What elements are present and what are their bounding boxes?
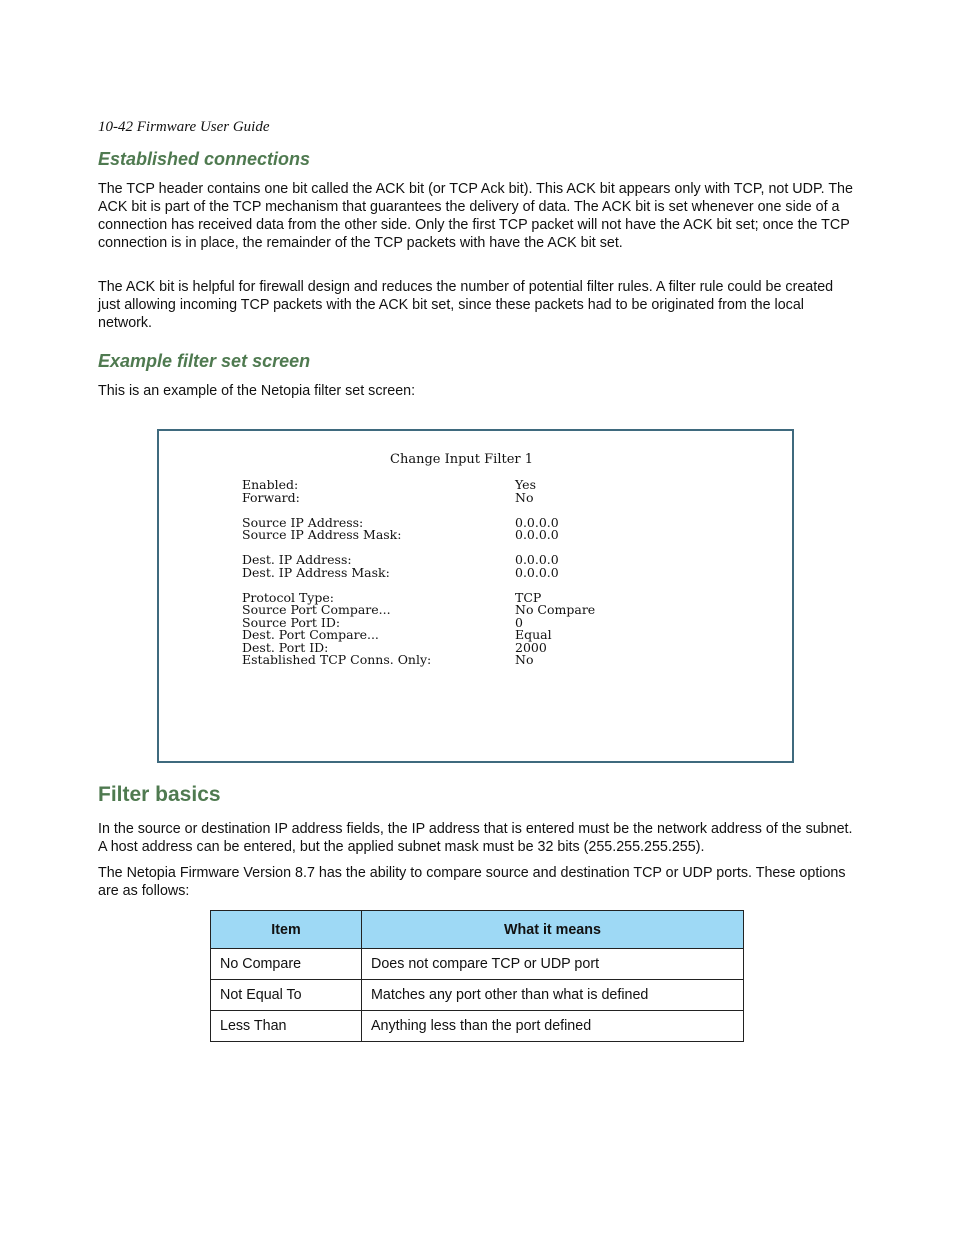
table-cell-item: No Compare xyxy=(211,949,362,980)
table-row xyxy=(211,949,744,980)
paragraph-ip-address: In the source or destination IP address fields, the IP address that is entered must be the network address of the subnet. A host address can be entered, but the applied subnet mask must be 32 bits (255.255.255.255). xyxy=(98,821,853,855)
screen-value: 0 xyxy=(515,614,523,630)
column-header-meaning: What it means xyxy=(362,911,744,949)
screen-value: No Compare xyxy=(515,602,596,617)
screen-value: TCP xyxy=(515,589,542,605)
screen-label: Forward: xyxy=(242,489,300,505)
screen-value: 2000 xyxy=(515,639,547,655)
screen-label: Dest. IP Address Mask: xyxy=(242,564,390,580)
filter-set-screen xyxy=(157,429,794,763)
heading-example-filter-set: Example filter set screen xyxy=(98,351,311,371)
screen-value: 0.0.0.0 xyxy=(515,514,559,530)
page-header: 10-42 Firmware User Guide xyxy=(98,119,270,135)
paragraph-ack-firewall: The ACK bit is helpful for firewall design and reduces the number of potential filter rules. A filter rule could be created just allowing incoming TCP packets with the ACK bit set, since these packets had to be originated from the local network. xyxy=(98,279,834,331)
paragraph-example-intro: This is an example of the Netopia filter set screen: xyxy=(98,383,416,399)
table-header-row xyxy=(211,911,744,949)
paragraph-ack-bit: The TCP header contains one bit called the ACK bit (or TCP Ack bit). This ACK bit appears only with TCP, not UDP. The ACK bit is part of the TCP mechanism that guarantees the delivery of data. The ACK bit is set whenever one side of a connection has received data from the other side. Only the first TCP packet will not have the ACK bit set; once the TCP connection is in place, the remainder of the TCP packets with have the ACK bit set. xyxy=(98,181,853,251)
screen-value: Equal xyxy=(515,627,552,642)
screen-value: No xyxy=(515,652,534,667)
screen-value: 0.0.0.0 xyxy=(515,552,559,567)
screen-label: Source IP Address Mask: xyxy=(242,527,402,542)
table-row xyxy=(211,980,744,1011)
screen-value: Yes xyxy=(515,477,536,492)
screen-label: Dest. IP Address: xyxy=(242,552,352,567)
table-cell-meaning: Matches any port other than what is defined xyxy=(362,980,744,1011)
screen-label: Source Port ID: xyxy=(242,614,341,630)
screen-value: 0.0.0.0 xyxy=(515,527,559,542)
screen-label: Source Port Compare... xyxy=(242,602,391,617)
table-cell-item: Not Equal To xyxy=(211,980,362,1011)
heading-established-connections: Established connections xyxy=(98,149,311,169)
table-row xyxy=(211,1011,744,1042)
screen-label: Dest. Port ID: xyxy=(242,639,329,655)
screen-label: Established TCP Conns. Only: xyxy=(242,652,432,667)
screen-value: No xyxy=(515,489,534,505)
screen-title: Change Input Filter 1 xyxy=(390,452,534,467)
table-cell-meaning: Anything less than the port defined xyxy=(362,1011,744,1042)
screen-label: Protocol Type: xyxy=(242,589,334,605)
column-header-item: Item xyxy=(211,911,362,949)
paragraph-port-compare: The Netopia Firmware Version 8.7 has the ability to compare source and destination TCP or UDP ports. These options are as follows: xyxy=(98,865,846,899)
screen-label: Dest. Port Compare... xyxy=(242,627,379,642)
screen-value: 0.0.0.0 xyxy=(515,564,559,580)
heading-filter-basics: Filter basics xyxy=(98,783,221,806)
screen-label: Enabled: xyxy=(242,477,299,492)
screen-label: Source IP Address: xyxy=(242,514,364,530)
port-compare-options-table xyxy=(210,910,744,1042)
table-cell-meaning: Does not compare TCP or UDP port xyxy=(362,949,744,980)
table-cell-item: Less Than xyxy=(211,1011,362,1042)
